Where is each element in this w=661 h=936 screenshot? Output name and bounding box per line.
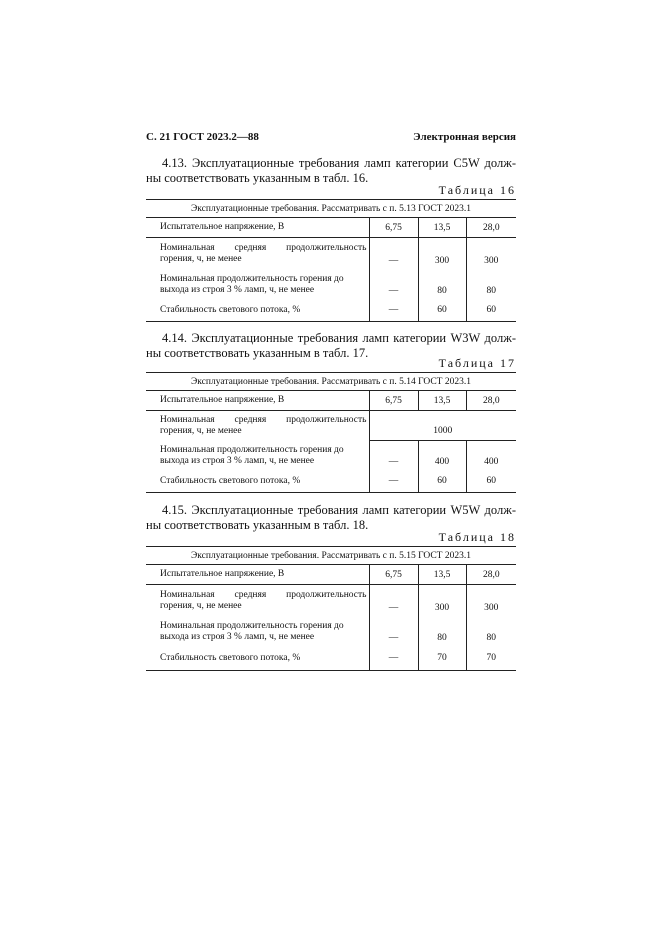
table-header: Эксплуатационные требования. Рассматривать с п. 5.15 ГОСТ 2023.1: [146, 547, 516, 565]
table-header-row: [146, 373, 516, 391]
table-17: [146, 372, 516, 493]
fail-life-label-line-2: выхода из строя 3 % ламп, ч, не менее: [160, 455, 315, 466]
flux-6v-value: —: [369, 647, 418, 671]
clause-text-line-1: 4.15. Эксплуатационные требования ламп категории W5W долж-: [162, 503, 516, 517]
page-number-standard: С. 21 ГОСТ 2023.2—88: [146, 131, 259, 143]
avg-life-label-line-2: горения, ч, не менее: [160, 425, 242, 436]
fail-life-label-line-1: Номинальная продолжительность горения до: [160, 444, 344, 455]
avg-life-6v-value: —: [369, 585, 418, 617]
avg-life-label: [146, 238, 369, 270]
avg-life-6v-value: —: [369, 238, 418, 270]
voltage-12v-value: 13,5: [418, 218, 466, 238]
fail-life-6v-value: —: [369, 441, 418, 471]
flux-12v-value: 60: [418, 471, 466, 493]
clause-4-13: [146, 156, 516, 186]
voltage-12v-value: 13,5: [418, 565, 466, 585]
table-row: [146, 565, 516, 585]
voltage-24v-value: 28,0: [466, 565, 516, 585]
fail-life-label-line-1: Номинальная продолжительность горения до: [160, 620, 344, 631]
avg-life-merged-value: 1000: [369, 411, 516, 441]
flux-label: Стабильность светового потока, %: [146, 647, 369, 671]
table-row: [146, 441, 516, 471]
fail-life-24v-value: 80: [466, 617, 516, 647]
avg-life-label: [146, 411, 369, 441]
table-row: [146, 411, 516, 441]
avg-life-label: [146, 585, 369, 617]
avg-life-12v-value: 300: [418, 585, 466, 617]
avg-life-label-line-1: Номинальная средняя продолжительность: [160, 414, 367, 425]
fail-life-24v-value: 80: [466, 270, 516, 300]
flux-24v-value: 70: [466, 647, 516, 671]
fail-life-label: [146, 617, 369, 647]
flux-12v-value: 60: [418, 300, 466, 322]
fail-life-6v-value: —: [369, 617, 418, 647]
voltage-6v-value: 6,75: [369, 565, 418, 585]
voltage-24v-value: 28,0: [466, 218, 516, 238]
table-row: [146, 647, 516, 671]
table-row: [146, 218, 516, 238]
avg-life-12v-value: 300: [418, 238, 466, 270]
flux-6v-value: —: [369, 471, 418, 493]
voltage-6v-value: 6,75: [369, 218, 418, 238]
clause-4-15: [146, 503, 516, 533]
fail-life-12v-value: 80: [418, 270, 466, 300]
fail-life-label-line-2: выхода из строя 3 % ламп, ч, не менее: [160, 631, 315, 642]
table-header-row: [146, 200, 516, 218]
flux-24v-value: 60: [466, 300, 516, 322]
table-18: [146, 546, 516, 671]
clause-text-line-2: ны соответствовать указанным в табл. 16.: [146, 171, 369, 185]
clause-text-line-1: 4.14. Эксплуатационные требования ламп категории W3W долж-: [162, 331, 516, 345]
table-header: Эксплуатационные требования. Рассматривать с п. 5.14 ГОСТ 2023.1: [146, 373, 516, 391]
avg-life-label-line-2: горения, ч, не менее: [160, 600, 242, 611]
fail-life-24v-value: 400: [466, 441, 516, 471]
clause-text-line-2: ны соответствовать указанным в табл. 17.: [146, 346, 369, 360]
fail-life-label-line-2: выхода из строя 3 % ламп, ч, не менее: [160, 284, 315, 295]
table-row: [146, 300, 516, 322]
fail-life-label-line-1: Номинальная продолжительность горения до: [160, 273, 344, 284]
fail-life-label: [146, 441, 369, 471]
table-17-caption: Таблица 17: [438, 356, 516, 370]
table-row: [146, 617, 516, 647]
voltage-label: Испытательное напряжение, В: [146, 391, 369, 411]
voltage-6v-value: 6,75: [369, 391, 418, 411]
fail-life-12v-value: 80: [418, 617, 466, 647]
flux-12v-value: 70: [418, 647, 466, 671]
table-row: [146, 238, 516, 270]
voltage-label: Испытательное напряжение, В: [146, 565, 369, 585]
fail-life-label: [146, 270, 369, 300]
table-16: [146, 199, 516, 322]
avg-life-label-line-2: горения, ч, не менее: [160, 253, 242, 264]
avg-life-24v-value: 300: [466, 585, 516, 617]
table-header: Эксплуатационные требования. Рассматривать с п. 5.13 ГОСТ 2023.1: [146, 200, 516, 218]
table-header-row: [146, 547, 516, 565]
voltage-12v-value: 13,5: [418, 391, 466, 411]
fail-life-12v-value: 400: [418, 441, 466, 471]
table-row: [146, 585, 516, 617]
table-row: [146, 270, 516, 300]
flux-label: Стабильность светового потока, %: [146, 300, 369, 322]
clause-text-line-2: ны соответствовать указанным в табл. 18.: [146, 518, 369, 532]
table-row: [146, 391, 516, 411]
page-header: [146, 131, 516, 147]
flux-label: Стабильность светового потока, %: [146, 471, 369, 493]
table-18-caption: Таблица 18: [438, 530, 516, 544]
table-16-caption: Таблица 16: [438, 183, 516, 197]
avg-life-24v-value: 300: [466, 238, 516, 270]
avg-life-label-line-1: Номинальная средняя продолжительность: [160, 242, 367, 253]
edition-label: Электронная версия: [413, 131, 516, 143]
table-row: [146, 471, 516, 493]
clause-text-line-1: 4.13. Эксплуатационные требования ламп категории C5W долж-: [162, 156, 516, 170]
voltage-label: Испытательное напряжение, В: [146, 218, 369, 238]
flux-24v-value: 60: [466, 471, 516, 493]
avg-life-label-line-1: Номинальная средняя продолжительность: [160, 589, 367, 600]
voltage-24v-value: 28,0: [466, 391, 516, 411]
fail-life-6v-value: —: [369, 270, 418, 300]
flux-6v-value: —: [369, 300, 418, 322]
